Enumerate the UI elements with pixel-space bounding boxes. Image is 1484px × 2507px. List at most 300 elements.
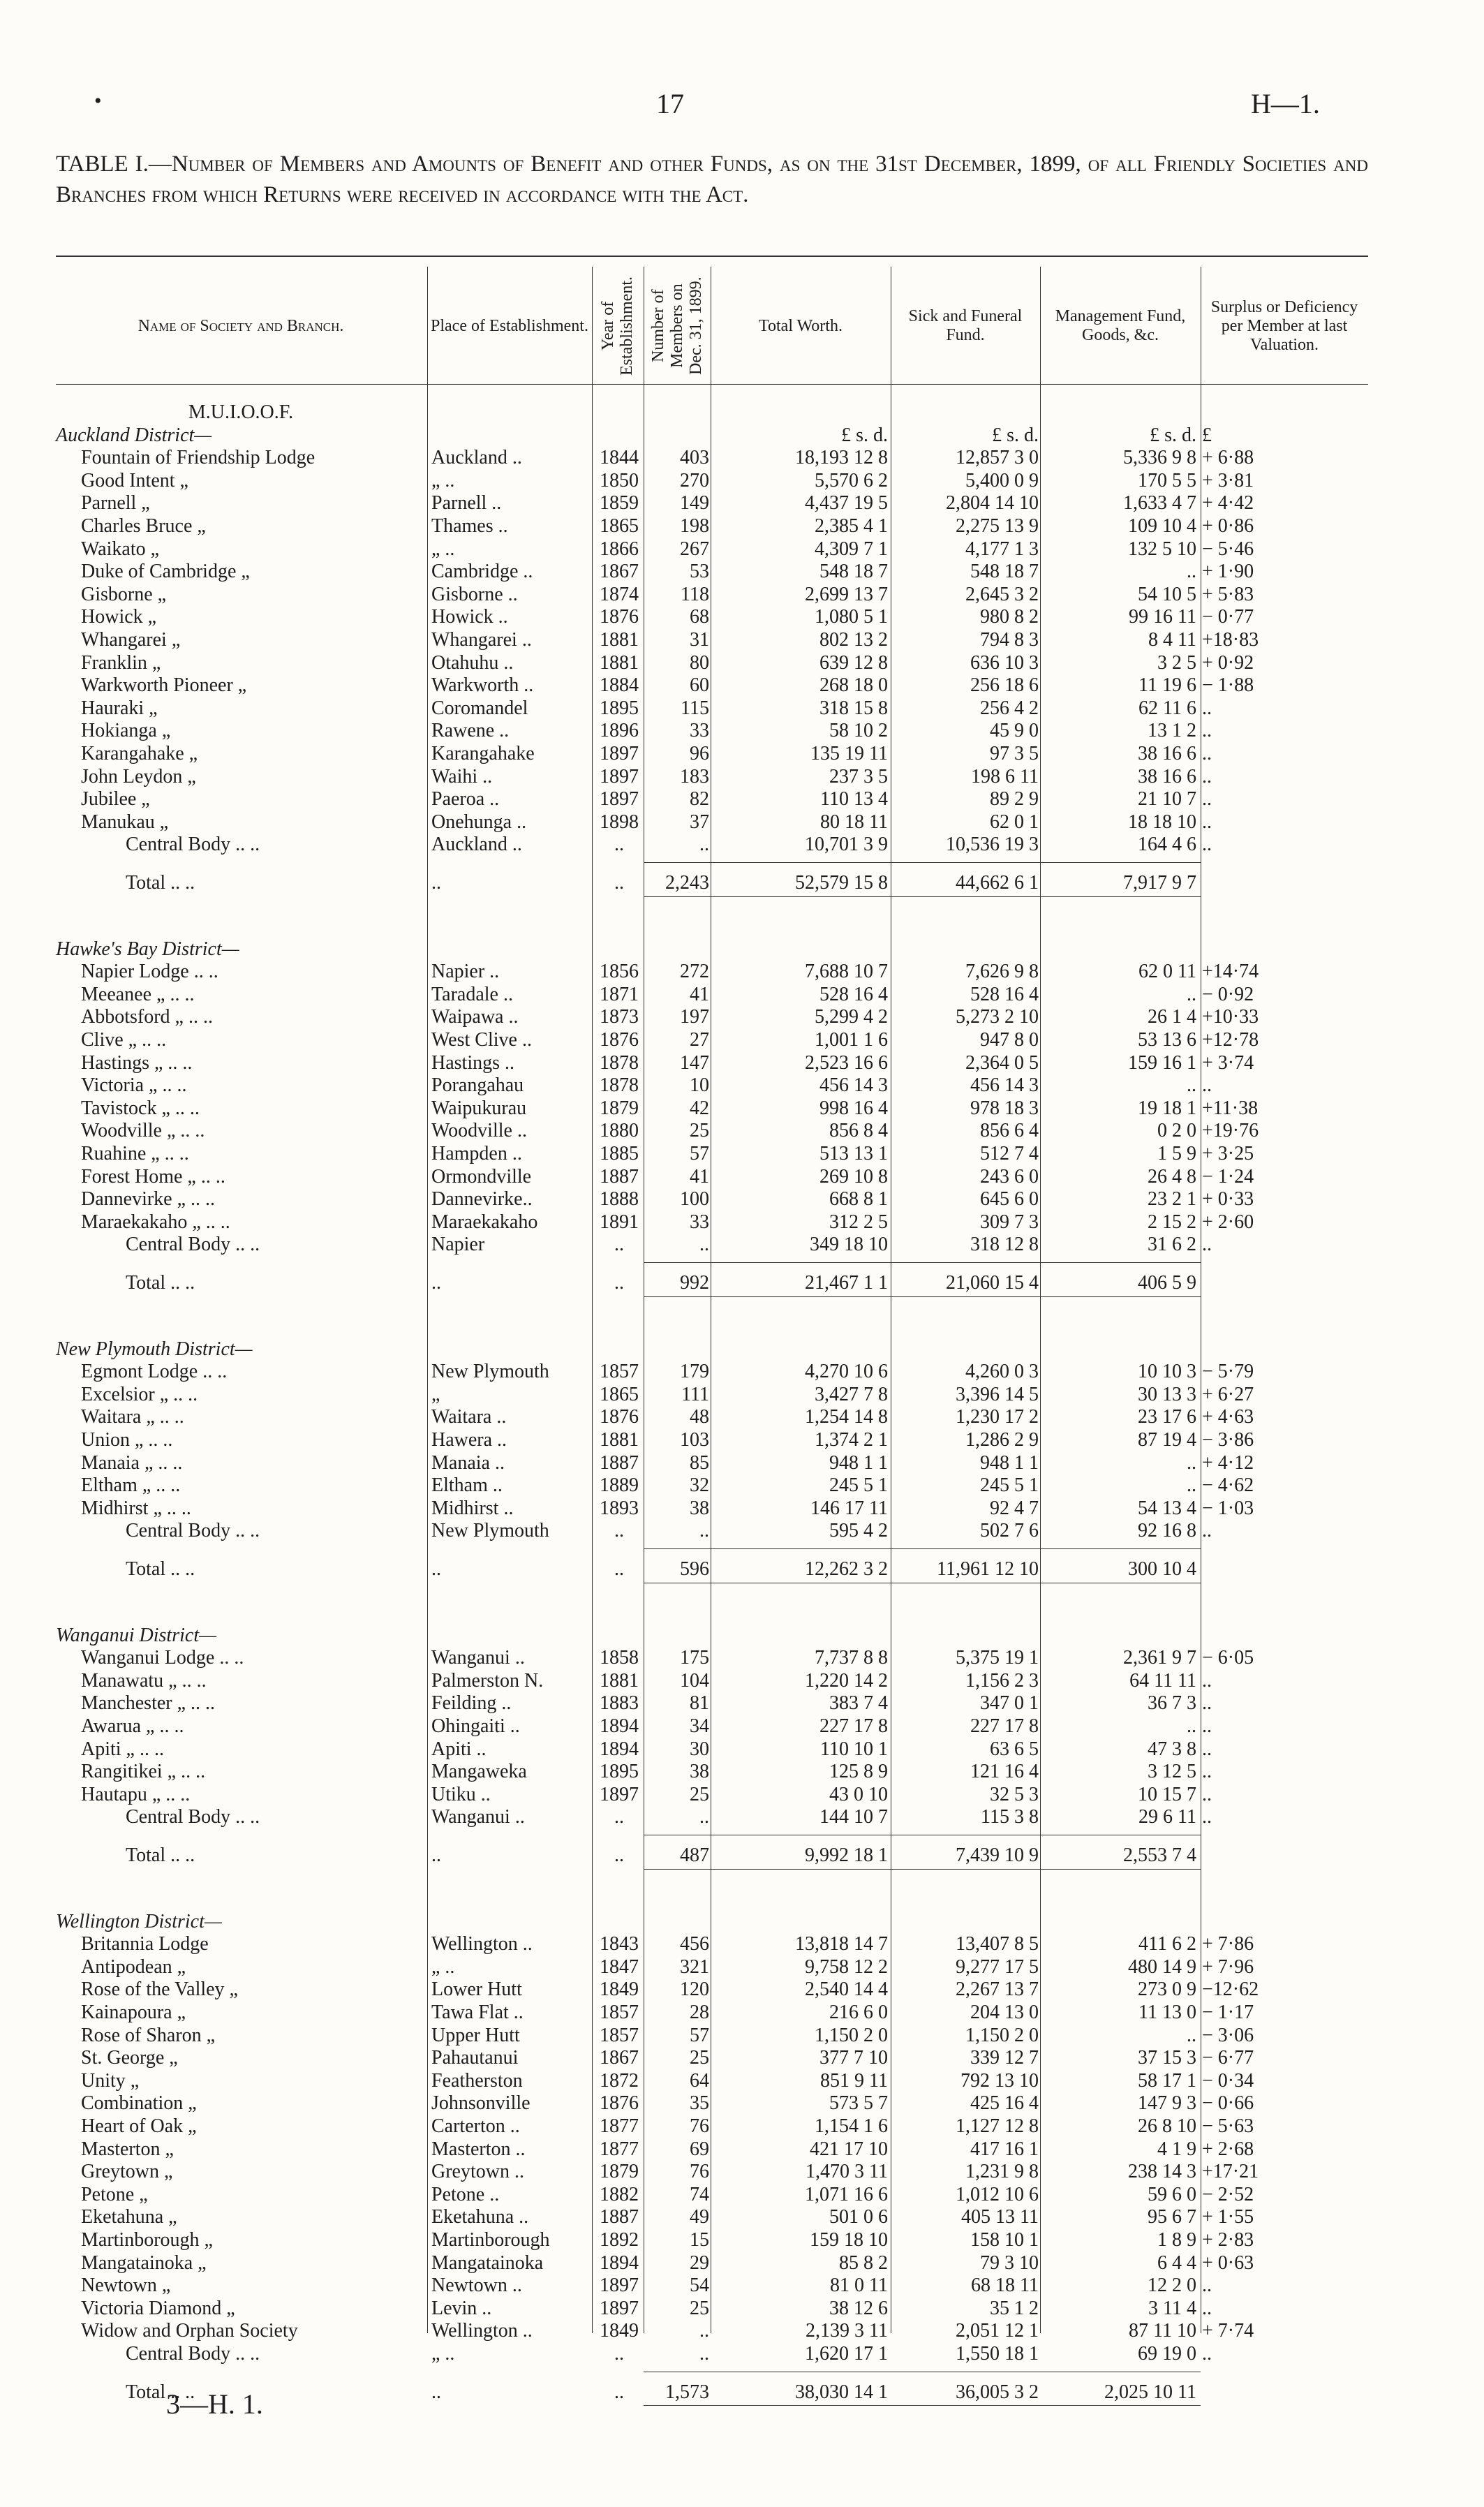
branch-name: Hastings „ .. .. xyxy=(81,1051,193,1074)
branch-name: Hauraki „ xyxy=(81,697,158,719)
members-cell: .. xyxy=(699,2320,709,2342)
table-row xyxy=(0,1211,1484,1234)
place-cell: Hastings .. xyxy=(431,1051,514,1074)
surplus-cell: − 3·86 xyxy=(1202,1429,1254,1451)
worth-cell: 456 14 3 xyxy=(819,1074,888,1097)
branch-name: Awarua „ .. .. xyxy=(81,1715,184,1737)
mgmt-cell: 18 18 10 xyxy=(1128,811,1196,833)
table-row xyxy=(0,1761,1484,1783)
sick-cell: 7,439 10 9 xyxy=(956,1844,1039,1866)
worth-cell: 1,220 14 2 xyxy=(805,1669,888,1692)
worth-cell: 318 15 8 xyxy=(819,697,888,719)
worth-cell: 80 18 11 xyxy=(820,811,888,833)
sick-cell: 45 9 0 xyxy=(990,720,1039,742)
surplus-cell: + 4·12 xyxy=(1202,1451,1254,1474)
branch-name: Warkworth Pioneer „ xyxy=(81,674,247,697)
sick-cell: 1,150 2 0 xyxy=(965,2024,1039,2046)
surplus-cell: .. xyxy=(1202,1806,1212,1828)
surplus-cell: + 7·86 xyxy=(1202,1933,1254,1955)
surplus-cell: − 0·92 xyxy=(1202,983,1254,1005)
mgmt-cell: 26 8 10 xyxy=(1138,2115,1196,2137)
page-mark: • xyxy=(94,89,102,112)
table-row xyxy=(0,492,1484,515)
sick-cell: 3,396 14 5 xyxy=(956,1383,1039,1405)
branch-name: Wanganui Lodge .. .. xyxy=(81,1647,244,1669)
members-cell: 118 xyxy=(681,583,709,605)
surplus-cell: + 2·60 xyxy=(1202,1211,1254,1233)
year-cell: 1898 xyxy=(600,811,639,833)
mgmt-cell: 11 13 0 xyxy=(1138,2002,1196,2023)
table-row xyxy=(0,652,1484,674)
total-label: Total .. .. xyxy=(126,1272,195,1294)
members-cell: 37 xyxy=(690,811,709,833)
year-cell: 1876 xyxy=(600,1406,639,1428)
surplus-cell: +11·38 xyxy=(1202,1097,1259,1119)
mgmt-cell: 26 4 8 xyxy=(1148,1165,1196,1188)
place-cell: Waipukurau xyxy=(431,1097,527,1119)
sick-cell: 978 18 3 xyxy=(970,1097,1039,1119)
worth-cell: 144 10 7 xyxy=(819,1806,888,1828)
branch-name: Manchester „ .. .. xyxy=(81,1692,216,1715)
year-cell: 1849 xyxy=(600,2320,639,2342)
worth-cell: 13,818 14 7 xyxy=(795,1933,888,1955)
surplus-cell: .. xyxy=(1202,2343,1212,2365)
worth-cell: 269 10 8 xyxy=(819,1165,888,1188)
table-row xyxy=(0,1784,1484,1806)
district-heading xyxy=(0,424,1484,447)
place-cell: Wellington .. xyxy=(431,2320,533,2342)
society-name: M.U.I.O.O.F. xyxy=(188,401,294,423)
mgmt-cell: 1 8 9 xyxy=(1157,2229,1196,2251)
table-row xyxy=(0,2252,1484,2275)
district-name: Auckland District— xyxy=(56,424,212,446)
mgmt-cell: 170 5 5 xyxy=(1138,469,1196,491)
mgmt-cell: 4 1 9 xyxy=(1157,2138,1196,2160)
worth-cell: 312 2 5 xyxy=(829,1211,888,1233)
mgmt-cell: 38 16 6 xyxy=(1138,765,1196,787)
members-cell: 74 xyxy=(690,2183,709,2205)
sick-cell: 1,286 2 9 xyxy=(965,1429,1039,1451)
year-cell: 1897 xyxy=(600,2297,639,2319)
sick-cell: 227 17 8 xyxy=(970,1715,1039,1737)
place-cell: West Clive .. xyxy=(431,1029,532,1051)
surplus-cell: +18·83 xyxy=(1202,629,1259,651)
sick-cell: 1,550 18 1 xyxy=(956,2343,1039,2365)
total-row xyxy=(0,1844,1484,1867)
surplus-cell: +10·33 xyxy=(1202,1006,1259,1028)
place-cell: „ .. xyxy=(431,2343,455,2365)
district-heading xyxy=(0,1911,1484,1933)
sick-cell: 13,407 8 5 xyxy=(956,1933,1039,1955)
table-row xyxy=(0,1738,1484,1761)
place-cell: Wanganui .. xyxy=(431,1647,525,1669)
sick-cell: 309 7 3 xyxy=(980,1211,1039,1233)
surplus-cell: − 0·34 xyxy=(1202,2069,1254,2092)
branch-name: Rangitikei „ .. .. xyxy=(81,1761,206,1783)
year-cell: 1895 xyxy=(600,697,639,719)
branch-name: Central Body .. .. xyxy=(126,1806,260,1828)
branch-name: Napier Lodge .. .. xyxy=(81,961,218,983)
table-row xyxy=(0,1384,1484,1406)
table-row xyxy=(0,447,1484,469)
surplus-cell: + 6·88 xyxy=(1202,447,1254,469)
sick-cell: 2,051 12 1 xyxy=(956,2320,1039,2342)
surplus-cell: − 0·77 xyxy=(1202,606,1254,628)
surplus-cell: + 3·25 xyxy=(1202,1143,1254,1164)
year-cell: .. xyxy=(614,2343,624,2365)
branch-name: Britannia Lodge xyxy=(81,1933,209,1955)
sick-cell: 5,375 19 1 xyxy=(956,1647,1039,1669)
year-cell: 1888 xyxy=(600,1188,639,1211)
mgmt-cell: 11 19 6 xyxy=(1138,674,1196,697)
worth-cell: 548 18 7 xyxy=(819,561,888,583)
surplus-cell: .. xyxy=(1202,1692,1212,1715)
sick-cell: 417 16 1 xyxy=(970,2138,1039,2160)
place-cell: Otahuhu .. xyxy=(431,651,514,674)
branch-name: Rose of Sharon „ xyxy=(81,2024,216,2046)
members-cell: 85 xyxy=(690,1451,709,1474)
members-cell: 28 xyxy=(690,2002,709,2023)
sick-cell: 92 4 7 xyxy=(990,1497,1039,1519)
branch-name: Maraekakaho „ .. .. xyxy=(81,1211,230,1233)
surplus-cell: .. xyxy=(1202,1783,1212,1805)
table-row xyxy=(0,1074,1484,1097)
worth-cell: 1,620 17 1 xyxy=(805,2343,888,2365)
branch-name: Victoria „ .. .. xyxy=(81,1074,187,1097)
branch-name: Excelsior „ .. .. xyxy=(81,1383,198,1405)
members-cell: 120 xyxy=(680,1979,709,2001)
worth-cell: 245 5 1 xyxy=(829,1474,888,1497)
sick-cell: 1,156 2 3 xyxy=(965,1669,1039,1692)
year-cell: 1893 xyxy=(600,1497,639,1519)
members-cell: 64 xyxy=(690,2069,709,2092)
branch-name: Egmont Lodge .. .. xyxy=(81,1361,228,1383)
table-row xyxy=(0,515,1484,538)
members-cell: 103 xyxy=(680,1429,709,1451)
caption-title: Number of Members and Amounts of Benefit and other Funds, as on the 31st December, 1899, of all Friendly Societies and Branches from which Returns were received in accordance with the Act. xyxy=(56,151,1368,207)
table-row xyxy=(0,2115,1484,2138)
surplus-cell: .. xyxy=(1202,2297,1212,2319)
sick-cell: 10,536 19 3 xyxy=(946,834,1039,856)
sick-cell: 63 6 5 xyxy=(990,1738,1039,1760)
table-row xyxy=(0,1474,1484,1497)
surplus-cell: .. xyxy=(1202,2275,1212,2297)
mgmt-cell: 47 3 8 xyxy=(1148,1738,1196,1760)
sick-cell: 948 1 1 xyxy=(980,1451,1039,1474)
table-row xyxy=(0,1188,1484,1211)
table-row xyxy=(0,1166,1484,1188)
members-cell: 100 xyxy=(680,1188,709,1211)
place-cell: Eltham .. xyxy=(431,1474,503,1497)
year-cell: 1896 xyxy=(600,720,639,742)
sick-cell: 1,012 10 6 xyxy=(956,2183,1039,2205)
sick-cell: 1,230 17 2 xyxy=(956,1406,1039,1428)
district-name: Wellington District— xyxy=(56,1910,222,1932)
year-cell: 1844 xyxy=(600,447,639,469)
place-cell: „ .. xyxy=(431,469,455,491)
year-cell: 1884 xyxy=(600,674,639,697)
mgmt-cell: 10 15 7 xyxy=(1138,1783,1196,1805)
surplus-cell: − 2·52 xyxy=(1202,2183,1254,2205)
place-cell: Lower Hutt xyxy=(431,1979,522,2001)
mgmt-cell: 99 16 11 xyxy=(1129,606,1196,628)
table-row xyxy=(0,1715,1484,1738)
mgmt-cell: 2,025 10 11 xyxy=(1104,2381,1196,2403)
branch-name: Karangahake „ xyxy=(81,743,198,764)
place-cell: Napier .. xyxy=(431,961,500,983)
table-row xyxy=(0,1452,1484,1474)
sick-cell: 645 6 0 xyxy=(980,1188,1039,1211)
members-cell: 38 xyxy=(690,1497,709,1519)
worth-cell: 1,154 1 6 xyxy=(815,2115,888,2137)
place-cell: Waitara .. xyxy=(431,1406,507,1428)
year-cell: 1856 xyxy=(600,961,639,983)
year-cell: 1879 xyxy=(600,1097,639,1119)
place-cell: .. xyxy=(431,2381,441,2403)
sick-cell: 347 0 1 xyxy=(980,1692,1039,1715)
year-cell: 1878 xyxy=(600,1074,639,1097)
sick-cell: 9,277 17 5 xyxy=(956,1955,1039,1978)
branch-name: Mangatainoka „ xyxy=(81,2251,207,2274)
mgmt-cell: 6 4 4 xyxy=(1157,2251,1196,2274)
place-cell: Maraekakaho xyxy=(431,1211,538,1233)
worth-cell: 3,427 7 8 xyxy=(815,1383,888,1405)
year-cell: 1865 xyxy=(600,1383,639,1405)
branch-name: Fountain of Friendship Lodge xyxy=(81,447,316,469)
surplus-cell: .. xyxy=(1202,720,1212,742)
sick-cell: 425 16 4 xyxy=(970,2092,1039,2115)
table-row xyxy=(0,1029,1484,1051)
surplus-cell: −12·62 xyxy=(1202,1979,1259,2001)
place-cell: Woodville .. xyxy=(431,1120,527,1142)
table-row xyxy=(0,2092,1484,2115)
place-cell: Auckland .. xyxy=(431,834,522,856)
surplus-cell: .. xyxy=(1202,697,1212,719)
mgmt-cell: 0 2 0 xyxy=(1157,1120,1196,1142)
header-year xyxy=(592,267,644,385)
worth-cell: 135 19 11 xyxy=(810,743,888,764)
year-cell: .. xyxy=(614,1558,624,1580)
members-cell: 80 xyxy=(690,651,709,674)
table-row xyxy=(0,1097,1484,1120)
year-cell: 1892 xyxy=(600,2229,639,2251)
header-members xyxy=(644,267,711,385)
sick-cell: 2,364 0 5 xyxy=(965,1051,1039,1074)
total-label: Total .. .. xyxy=(126,2381,195,2403)
sick-cell: 2,267 13 7 xyxy=(956,1979,1039,2001)
header-members-text: Number of Members on Dec. 31, 1899. xyxy=(648,276,705,376)
surplus-cell: − 5·63 xyxy=(1202,2115,1254,2137)
sick-cell: 89 2 9 xyxy=(990,788,1039,811)
mgmt-cell: 10 10 3 xyxy=(1138,1361,1196,1383)
worth-cell: 146 17 11 xyxy=(810,1497,888,1519)
year-cell: 1877 xyxy=(600,2138,639,2160)
worth-cell: 227 17 8 xyxy=(819,1715,888,1737)
year-cell: 1850 xyxy=(600,469,639,491)
mgmt-cell: .. xyxy=(1187,1715,1196,1737)
table-row xyxy=(0,470,1484,492)
members-cell: 2,243 xyxy=(665,872,709,894)
surplus-cell: − 1·17 xyxy=(1202,2002,1254,2023)
worth-cell: 85 8 2 xyxy=(839,2251,888,2274)
year-cell: 1887 xyxy=(600,1451,639,1474)
worth-cell: 38 12 6 xyxy=(829,2297,888,2319)
sick-cell: 97 3 5 xyxy=(990,743,1039,764)
sick-cell: 456 14 3 xyxy=(970,1074,1039,1097)
sick-cell: 11,961 12 10 xyxy=(937,1558,1039,1580)
total-row xyxy=(0,1558,1484,1581)
mgmt-cell: 147 9 3 xyxy=(1138,2092,1196,2115)
mgmt-cell: 5,336 9 8 xyxy=(1123,447,1196,469)
worth-cell: 639 12 8 xyxy=(819,651,888,674)
year-cell: 1849 xyxy=(600,1979,639,2001)
mgmt-cell: 58 17 1 xyxy=(1138,2069,1196,2092)
place-cell: „ xyxy=(431,1383,440,1405)
sick-cell: 339 12 7 xyxy=(970,2047,1039,2069)
table-row xyxy=(0,1143,1484,1165)
header-top-rule xyxy=(56,256,1368,257)
place-cell: Auckland .. xyxy=(431,447,522,469)
year-cell: 1876 xyxy=(600,2092,639,2115)
year-cell: 1894 xyxy=(600,1715,639,1737)
table-row xyxy=(0,1647,1484,1669)
mgmt-cell: 54 13 4 xyxy=(1138,1497,1196,1519)
mgmt-cell: .. xyxy=(1187,2024,1196,2046)
sick-cell: 2,804 14 10 xyxy=(946,492,1039,515)
mgmt-cell: 2,553 7 4 xyxy=(1123,1844,1196,1866)
table-row xyxy=(0,2275,1484,2297)
worth-cell: 1,080 5 1 xyxy=(815,606,888,628)
surplus-cell: + 2·83 xyxy=(1202,2229,1254,2251)
place-cell: Petone .. xyxy=(431,2183,500,2205)
branch-name: Tavistock „ .. .. xyxy=(81,1097,200,1119)
total-label: Total .. .. xyxy=(126,1844,195,1866)
surplus-cell: .. xyxy=(1202,1074,1212,1097)
mgmt-cell: 164 4 6 xyxy=(1138,834,1196,856)
surplus-cell: + 5·83 xyxy=(1202,583,1254,605)
surplus-cell: .. xyxy=(1202,743,1212,764)
place-cell: Gisborne .. xyxy=(431,583,518,605)
branch-name: Waitara „ .. .. xyxy=(81,1406,184,1428)
surplus-cell: − 4·62 xyxy=(1202,1474,1254,1497)
place-cell: New Plymouth xyxy=(431,1361,549,1383)
place-cell: Thames .. xyxy=(431,515,508,537)
sick-cell: 62 0 1 xyxy=(990,811,1039,833)
surplus-cell: + 1·55 xyxy=(1202,2206,1254,2228)
sick-cell: 35 1 2 xyxy=(990,2297,1039,2319)
worth-cell: 1,470 3 11 xyxy=(806,2161,888,2183)
mgmt-cell: 23 2 1 xyxy=(1148,1188,1196,1211)
members-cell: 41 xyxy=(690,1165,709,1188)
worth-cell: 2,139 3 11 xyxy=(806,2320,888,2342)
members-cell: 104 xyxy=(680,1669,709,1692)
sick-cell: 512 7 4 xyxy=(980,1143,1039,1164)
year-cell: 1874 xyxy=(600,583,639,605)
worth-cell: 38,030 14 1 xyxy=(795,2381,888,2403)
year-cell: 1897 xyxy=(600,743,639,764)
branch-name: Martinborough „ xyxy=(81,2229,213,2251)
year-cell: 1881 xyxy=(600,651,639,674)
year-cell: 1894 xyxy=(600,2251,639,2274)
year-cell: 1877 xyxy=(600,2115,639,2137)
members-cell: 69 xyxy=(690,2138,709,2160)
mgmt-cell: .. xyxy=(1187,1074,1196,1097)
members-cell: 33 xyxy=(690,1211,709,1233)
place-cell: Eketahuna .. xyxy=(431,2206,529,2228)
sick-cell: 44,662 6 1 xyxy=(956,872,1039,894)
members-cell: 60 xyxy=(690,674,709,697)
sick-cell: 1,127 12 8 xyxy=(956,2115,1039,2137)
worth-cell: 110 13 4 xyxy=(820,788,888,811)
table-row xyxy=(0,606,1484,628)
mgmt-cell: 62 0 11 xyxy=(1138,961,1196,983)
sick-cell: 636 10 3 xyxy=(970,651,1039,674)
surplus-cell: .. xyxy=(1202,1738,1212,1760)
mgmt-cell: 19 18 1 xyxy=(1138,1097,1196,1119)
worth-cell: 237 3 5 xyxy=(829,765,888,787)
branch-name: Hokianga „ xyxy=(81,720,171,742)
members-cell: .. xyxy=(699,1234,709,1256)
worth-cell: 1,374 2 1 xyxy=(815,1429,888,1451)
table-row xyxy=(0,2070,1484,2092)
total-rule xyxy=(644,1296,1201,1297)
mgmt-cell: 69 19 0 xyxy=(1138,2343,1196,2365)
sick-cell: 4,260 0 3 xyxy=(965,1361,1039,1383)
place-cell: Pahautanui xyxy=(431,2047,519,2069)
mgmt-cell: 2,361 9 7 xyxy=(1123,1647,1196,1669)
surplus-cell: − 6·77 xyxy=(1202,2047,1254,2069)
table-row xyxy=(0,1052,1484,1074)
sick-cell: 256 4 2 xyxy=(980,697,1039,719)
mgmt-cell: 23 17 6 xyxy=(1138,1406,1196,1428)
surplus-cell: .. xyxy=(1202,834,1212,856)
place-cell: Wellington .. xyxy=(431,1933,533,1955)
members-cell: 487 xyxy=(680,1844,709,1866)
worth-cell: 9,992 18 1 xyxy=(805,1844,888,1866)
surplus-cell: − 5·79 xyxy=(1202,1361,1254,1383)
sick-cell: 502 7 6 xyxy=(980,1520,1039,1542)
table-row xyxy=(0,2002,1484,2024)
branch-name: Jubilee „ xyxy=(81,788,150,811)
year-cell: 1879 xyxy=(600,2161,639,2183)
year-cell: .. xyxy=(614,834,624,856)
worth-cell: 9,758 12 2 xyxy=(805,1955,888,1978)
branch-name: Union „ .. .. xyxy=(81,1429,173,1451)
table-row xyxy=(0,834,1484,856)
members-cell: 198 xyxy=(680,515,709,537)
members-cell: 54 xyxy=(690,2275,709,2297)
district-heading xyxy=(0,938,1484,961)
unit-worth: £ s. d. xyxy=(841,424,888,446)
table-row xyxy=(0,1234,1484,1256)
mgmt-cell: 7,917 9 7 xyxy=(1123,872,1196,894)
branch-name: Whangarei „ xyxy=(81,629,181,651)
surplus-cell: + 0·86 xyxy=(1202,515,1254,537)
mgmt-cell: 26 1 4 xyxy=(1148,1006,1196,1028)
mgmt-cell: 92 16 8 xyxy=(1138,1520,1196,1542)
sick-cell: 5,400 0 9 xyxy=(965,469,1039,491)
members-cell: .. xyxy=(699,834,709,856)
year-cell: .. xyxy=(614,1272,624,1294)
district-name: Wanganui District— xyxy=(56,1624,216,1646)
sick-cell: 158 10 1 xyxy=(970,2229,1039,2251)
year-cell: .. xyxy=(614,1844,624,1866)
total-rule xyxy=(644,896,1201,897)
place-cell: Hawera .. xyxy=(431,1429,507,1451)
year-cell: 1867 xyxy=(600,2047,639,2069)
sick-cell: 2,275 13 9 xyxy=(956,515,1039,537)
year-cell: 1889 xyxy=(600,1474,639,1497)
